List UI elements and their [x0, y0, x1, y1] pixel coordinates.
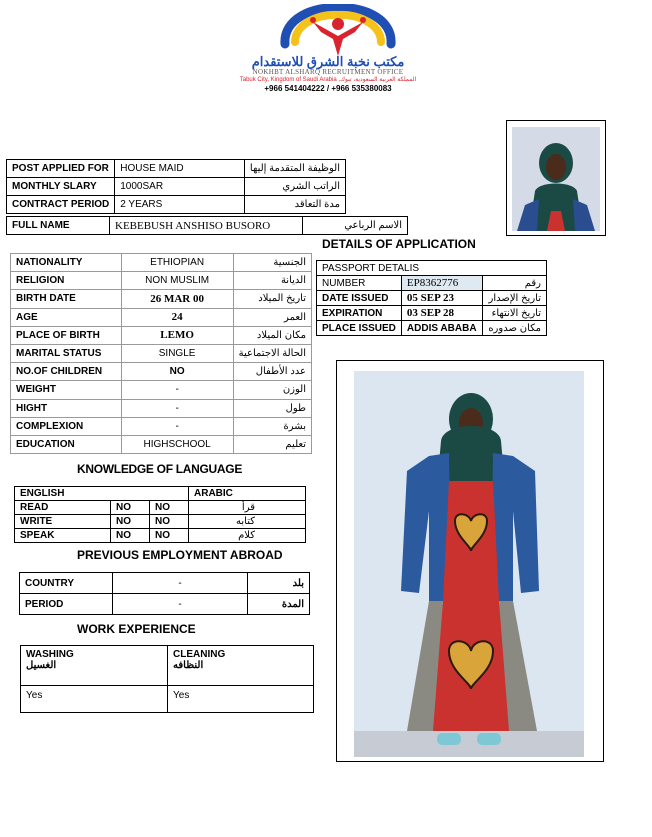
children-label: NO.OF CHILDREN: [11, 363, 122, 381]
education-arabic: تعليم: [233, 435, 311, 453]
religion-value: NON MUSLIM: [121, 272, 233, 290]
table-row: [317, 291, 547, 306]
post-value: HOUSE MAID: [115, 160, 245, 178]
birth-date-arabic: تاريخ الميلاد: [233, 290, 311, 308]
read-label: READ: [15, 501, 111, 515]
country-arabic: بلد: [248, 573, 310, 594]
washing-arabic: الغسيل: [26, 660, 57, 671]
children-value: NO: [121, 363, 233, 381]
passport-expiry-value: 03 SEP 28: [401, 306, 482, 321]
position-table: [6, 159, 346, 214]
speak-english: NO: [111, 529, 150, 543]
washing-cell: [21, 646, 168, 686]
washing-value: Yes: [21, 686, 168, 713]
full-body-photo: [336, 360, 604, 762]
weight-value: -: [121, 381, 233, 399]
contract-value: 2 YEARS: [115, 196, 245, 214]
height-label: HIGHT: [11, 399, 122, 417]
details-title: DETAILS OF APPLICATION: [322, 237, 476, 251]
passport-issued-arabic: تاريخ الإصدار: [482, 291, 546, 306]
birth-place-value: LEMO: [121, 326, 233, 344]
office-address: Tabuk City, Kingdom of Saudi Arabia ,المملكة العربية السعودية، تبوك: [239, 77, 417, 83]
marital-label: MARITAL STATUS: [11, 344, 122, 362]
contract-arabic: مدة التعاقد: [244, 196, 345, 214]
age-value: 24: [121, 308, 233, 326]
passport-title: PASSPORT DETALIS: [317, 261, 547, 276]
passport-number-value: EP8362776: [401, 276, 482, 291]
birth-date-label: BIRTH DATE: [11, 290, 122, 308]
table-row: [7, 178, 346, 196]
full-name-value: KEBEBUSH ANSHISO BUSORO: [110, 217, 303, 235]
complexion-arabic: بشرة: [233, 417, 311, 435]
table-row: [11, 308, 312, 326]
read-arabic-label: قرأ: [189, 501, 306, 515]
period-label: PERIOD: [20, 594, 113, 615]
table-row: [11, 381, 312, 399]
passport-number-arabic: رقم: [482, 276, 546, 291]
cleaning-label: CLEANING: [173, 649, 226, 660]
country-value: -: [113, 573, 248, 594]
nationality-value: ETHIOPIAN: [121, 254, 233, 272]
nationality-arabic: الجنسية: [233, 254, 311, 272]
employment-table: [19, 572, 310, 615]
table-row: [11, 417, 312, 435]
cleaning-arabic: النظافه: [173, 660, 204, 671]
language-english-header: ENGLISH: [15, 487, 189, 501]
write-english: NO: [111, 515, 150, 529]
height-arabic: طول: [233, 399, 311, 417]
religion-label: RELIGION: [11, 272, 122, 290]
height-value: -: [121, 399, 233, 417]
passport-expiry-label: EXPIRATION: [317, 306, 402, 321]
table-row: [15, 515, 306, 529]
table-row: [21, 686, 314, 713]
salary-label: MONTHLY SLARY: [7, 178, 115, 196]
country-label: COUNTRY: [20, 573, 113, 594]
office-logo: [273, 4, 403, 58]
complexion-label: COMPLEXION: [11, 417, 122, 435]
post-label: POST APPLIED FOR: [7, 160, 115, 178]
passport-number-label: NUMBER: [317, 276, 402, 291]
complexion-value: -: [121, 417, 233, 435]
office-phones: +966 541404222 / +966 535380083: [264, 84, 392, 93]
read-arabic: NO: [150, 501, 189, 515]
age-arabic: العمر: [233, 308, 311, 326]
period-arabic: المدة: [248, 594, 310, 615]
table-row: [11, 363, 312, 381]
nationality-label: NATIONALITY: [11, 254, 122, 272]
speak-arabic-label: كلام: [189, 529, 306, 543]
table-row: [15, 501, 306, 515]
passport-place-label: PLACE ISSUED: [317, 321, 402, 336]
weight-label: WEIGHT: [11, 381, 122, 399]
work-table: [20, 645, 314, 713]
birth-place-label: PLACE OF BIRTH: [11, 326, 122, 344]
table-row: [20, 594, 310, 615]
details-table: [10, 253, 312, 454]
table-row: [11, 272, 312, 290]
office-name: NOKHBT ALSHARQ RECRUITMENT OFFICE: [252, 68, 404, 76]
full-name-table: [6, 216, 408, 235]
birth-place-arabic: مكان الميلاد: [233, 326, 311, 344]
table-row: [21, 646, 314, 686]
children-arabic: عدد الأطفال: [233, 363, 311, 381]
write-arabic: NO: [150, 515, 189, 529]
period-value: -: [113, 594, 248, 615]
employment-title: PREVIOUS EMPLOYMENT ABROAD: [77, 548, 283, 562]
passport-photo: [506, 120, 606, 236]
post-arabic: الوظيفة المتقدمة إليها: [244, 160, 345, 178]
language-title: KNOWLEDGE OF LANGUAGE: [77, 462, 243, 476]
religion-arabic: الديانة: [233, 272, 311, 290]
salary-value: 1000SAR: [115, 178, 245, 196]
birth-date-value: 26 MAR 00: [121, 290, 233, 308]
read-english: NO: [111, 501, 150, 515]
washing-label: WASHING: [26, 649, 74, 660]
weight-arabic: الوزن: [233, 381, 311, 399]
passport-expiry-arabic: تاريخ الانتهاء: [482, 306, 546, 321]
age-label: AGE: [11, 308, 122, 326]
salary-arabic: الراتب الشري: [244, 178, 345, 196]
marital-value: SINGLE: [121, 344, 233, 362]
cleaning-cell: [168, 646, 314, 686]
full-name-arabic: الاسم الرباعي: [303, 217, 408, 235]
write-arabic-label: كتابه: [189, 515, 306, 529]
table-row: [317, 261, 547, 276]
passport-issued-label: DATE ISSUED: [317, 291, 402, 306]
table-row: [15, 487, 306, 501]
table-row: [317, 321, 547, 336]
table-row: [7, 196, 346, 214]
education-value: HIGHSCHOOL: [121, 435, 233, 453]
table-row: [317, 306, 547, 321]
passport-place-value: ADDIS ABABA: [401, 321, 482, 336]
education-label: EDUCATION: [11, 435, 122, 453]
passport-place-arabic: مكان صدوره: [482, 321, 546, 336]
table-row: [15, 529, 306, 543]
table-row: [11, 254, 312, 272]
table-row: [7, 217, 408, 235]
passport-issued-value: 05 SEP 23: [401, 291, 482, 306]
table-row: [317, 276, 547, 291]
table-row: [11, 399, 312, 417]
passport-table: [316, 260, 547, 336]
contract-label: CONTRACT PERIOD: [7, 196, 115, 214]
office-arabic-name: مكتب نخبة الشرق للاستقدام: [251, 54, 405, 69]
cleaning-value: Yes: [168, 686, 314, 713]
marital-arabic: الحالة الاجتماعية: [233, 344, 311, 362]
work-title: WORK EXPERIENCE: [77, 622, 196, 636]
table-row: [11, 326, 312, 344]
table-row: [11, 435, 312, 453]
table-row: [20, 573, 310, 594]
table-row: [11, 344, 312, 362]
table-row: [7, 160, 346, 178]
language-arabic-header: ARABIC: [189, 487, 306, 501]
speak-label: SPEAK: [15, 529, 111, 543]
language-table: [14, 486, 306, 543]
write-label: WRITE: [15, 515, 111, 529]
full-name-label: FULL NAME: [7, 217, 110, 235]
table-row: [11, 290, 312, 308]
speak-arabic: NO: [150, 529, 189, 543]
